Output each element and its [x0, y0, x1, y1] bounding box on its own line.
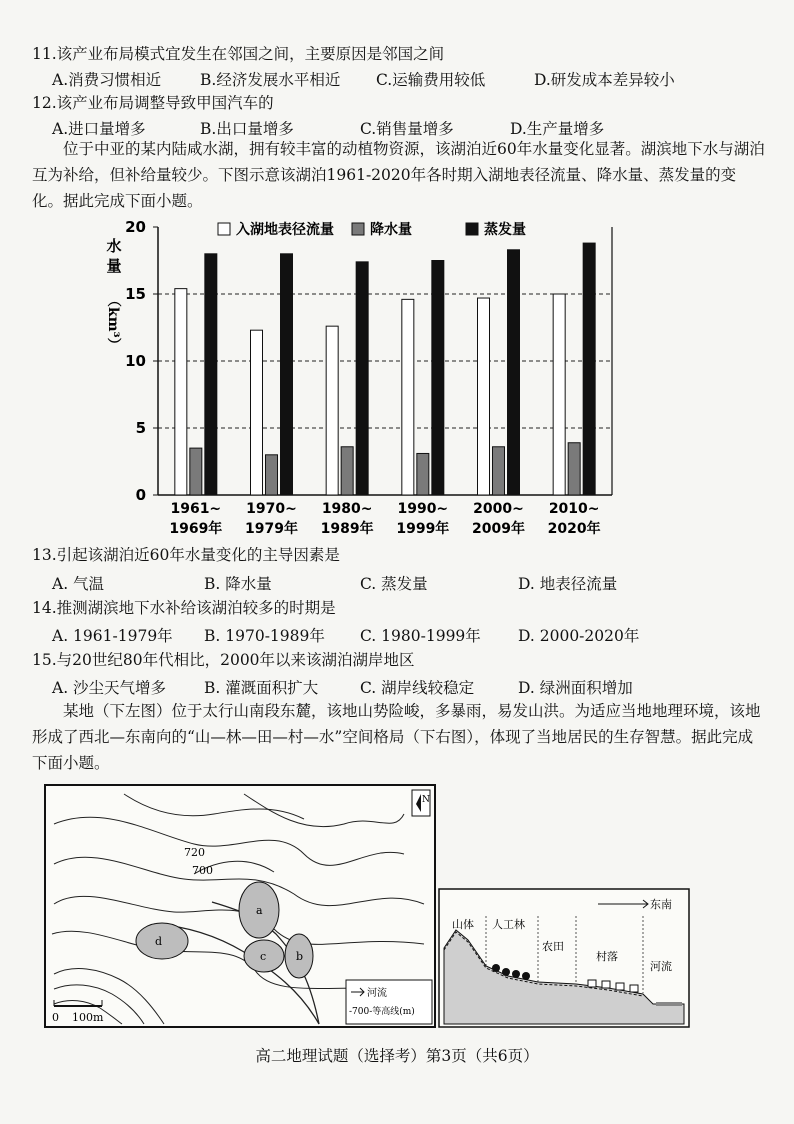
spatial-profile — [438, 888, 690, 1028]
river-water — [656, 1002, 682, 1006]
q12-option-c[interactable]: C.销售量增多 — [360, 120, 454, 138]
bar-1-2 — [341, 447, 353, 495]
legend-swatch-1 — [352, 223, 364, 235]
bar-1-5 — [568, 443, 580, 495]
bar-1-3 — [417, 453, 429, 495]
q12-option-a[interactable]: A.进口量增多 — [52, 120, 146, 138]
x-tick-label: 2009年 — [472, 521, 525, 537]
q12-option-b[interactable]: B.出口量增多 — [200, 120, 294, 138]
contour-720-label: 720 — [184, 846, 205, 859]
scale-length: 100m — [72, 1011, 104, 1024]
q14-option-b[interactable]: B. 1970-1989年 — [204, 627, 325, 645]
q15-option-c[interactable]: C. 湖岸线较稳定 — [360, 679, 475, 697]
legend-label-1: 降水量 — [370, 222, 412, 238]
bar-2-0 — [205, 254, 217, 495]
bar-2-2 — [356, 262, 368, 495]
x-tick-label: 1999年 — [396, 521, 450, 537]
q15-option-d[interactable]: D. 绿洲面积增加 — [518, 679, 633, 697]
zone-b-label: b — [296, 950, 304, 963]
profile-label-mountain: 山体 — [452, 918, 474, 931]
bar-0-5 — [553, 294, 565, 495]
q11-option-c[interactable]: C.运输费用较低 — [376, 71, 486, 89]
profile-label-river: 河流 — [650, 960, 672, 973]
profile-label-forest: 人工林 — [492, 918, 525, 931]
water-volume-chart — [100, 215, 640, 540]
y-tick-label: 0 — [135, 486, 146, 504]
x-tick-label: 2010~ — [548, 501, 600, 517]
q14-option-a[interactable]: A. 1961-1979年 — [52, 627, 173, 645]
y-axis-label-unit: （km³） — [105, 293, 121, 352]
x-tick-label: 1961~ — [170, 501, 222, 517]
page-footer: 高二地理试题（选择考）第3页（共6页） — [255, 1047, 539, 1065]
bar-2-1 — [281, 254, 293, 495]
y-axis-label-char: 水 — [106, 237, 122, 255]
y-tick-label: 10 — [125, 352, 146, 370]
question-13-stem: 13.引起该湖泊近60年水量变化的主导因素是 — [32, 546, 340, 564]
bar-2-4 — [508, 250, 520, 495]
q13-option-a[interactable]: A. 气温 — [52, 575, 105, 593]
y-axis-label-char: 量 — [106, 257, 122, 275]
x-tick-label: 1969年 — [169, 521, 223, 537]
q11-option-a[interactable]: A.消费习惯相近 — [52, 71, 162, 89]
question-12-stem: 12.该产业布局调整导致甲国汽车的 — [32, 94, 274, 112]
profile-label-farmland: 农田 — [542, 940, 564, 953]
zone-d-label: d — [155, 935, 163, 948]
q13-option-b[interactable]: B. 降水量 — [204, 575, 272, 593]
bar-0-3 — [402, 299, 414, 495]
y-tick-label: 20 — [125, 218, 146, 236]
x-tick-label: 1990~ — [397, 501, 449, 517]
question-15-stem: 15.与20世纪80年代相比，2000年以来该湖泊湖岸地区 — [32, 651, 415, 669]
bar-1-1 — [266, 455, 278, 495]
x-tick-label: 1970~ — [246, 501, 297, 517]
north-label: N — [422, 795, 430, 805]
x-tick-label: 2000~ — [473, 501, 524, 517]
zone-c-label: c — [260, 950, 267, 963]
legend-swatch-2 — [466, 223, 478, 235]
passage-taihang: 某地（下左图）位于太行山南段东麓，该地山势险峻，多暴雨，易发山洪。为适应当地地理环境，该地形成了西北—东南向的“山—林—田—村—水”空间格局（下右图），体现了当地居民的生存智慧。据此完成下面小题。 — [32, 702, 761, 772]
x-tick-label: 1980~ — [321, 501, 373, 517]
bar-1-4 — [493, 447, 505, 495]
question-11-stem: 11.该产业布局模式宜发生在邻国之间，主要原因是邻国之间 — [32, 45, 445, 63]
q14-option-c[interactable]: C. 1980-1999年 — [360, 627, 481, 645]
q14-option-d[interactable]: D. 2000-2020年 — [518, 627, 640, 645]
bar-2-5 — [583, 243, 595, 495]
profile-label-village: 村落 — [596, 950, 618, 963]
x-tick-label: 1979年 — [245, 521, 298, 537]
direction-label: 东南 — [650, 898, 672, 911]
y-tick-label: 15 — [125, 285, 146, 303]
legend-swatch-0 — [218, 223, 230, 235]
x-tick-label: 2020年 — [547, 521, 601, 537]
legend-river: 河流 — [367, 988, 387, 999]
bar-0-1 — [251, 330, 263, 495]
legend-contour: -700-等高线(m) — [349, 1007, 415, 1017]
contour-map — [44, 784, 436, 1028]
q12-option-d[interactable]: D.生产量增多 — [510, 120, 605, 138]
q15-option-a[interactable]: A. 沙尘天气增多 — [52, 679, 167, 697]
q11-option-b[interactable]: B.经济发展水平相近 — [200, 71, 341, 89]
q11-option-d[interactable]: D.研发成本差异较小 — [534, 71, 675, 89]
q13-option-c[interactable]: C. 蒸发量 — [360, 575, 428, 593]
legend-label-0: 入湖地表径流量 — [236, 222, 334, 238]
passage-lake: 位于中亚的某内陆咸水湖，拥有较丰富的动植物资源，该湖泊近60年水量变化显著。湖滨地下水与湖泊互为补给，但补给量较少。下图示意该湖泊1961-2020年各时期入湖地表径流量、降水量、蒸发量的变化。据此完成下面小题。 — [32, 140, 765, 210]
bar-0-2 — [326, 326, 338, 495]
x-tick-label: 1989年 — [320, 521, 374, 537]
bar-0-4 — [478, 298, 490, 495]
q15-option-b[interactable]: B. 灌溉面积扩大 — [204, 679, 319, 697]
bar-2-3 — [432, 261, 444, 496]
q13-option-d[interactable]: D. 地表径流量 — [518, 575, 618, 593]
legend-label-2: 蒸发量 — [484, 222, 526, 238]
bar-0-0 — [175, 289, 187, 495]
question-14-stem: 14.推测湖滨地下水补给该湖泊较多的时期是 — [32, 599, 336, 617]
scale-zero: 0 — [52, 1011, 59, 1024]
bar-1-0 — [190, 448, 202, 495]
contour-700-label: 700 — [192, 864, 213, 877]
zone-a-label: a — [256, 904, 263, 917]
y-tick-label: 5 — [135, 419, 146, 437]
